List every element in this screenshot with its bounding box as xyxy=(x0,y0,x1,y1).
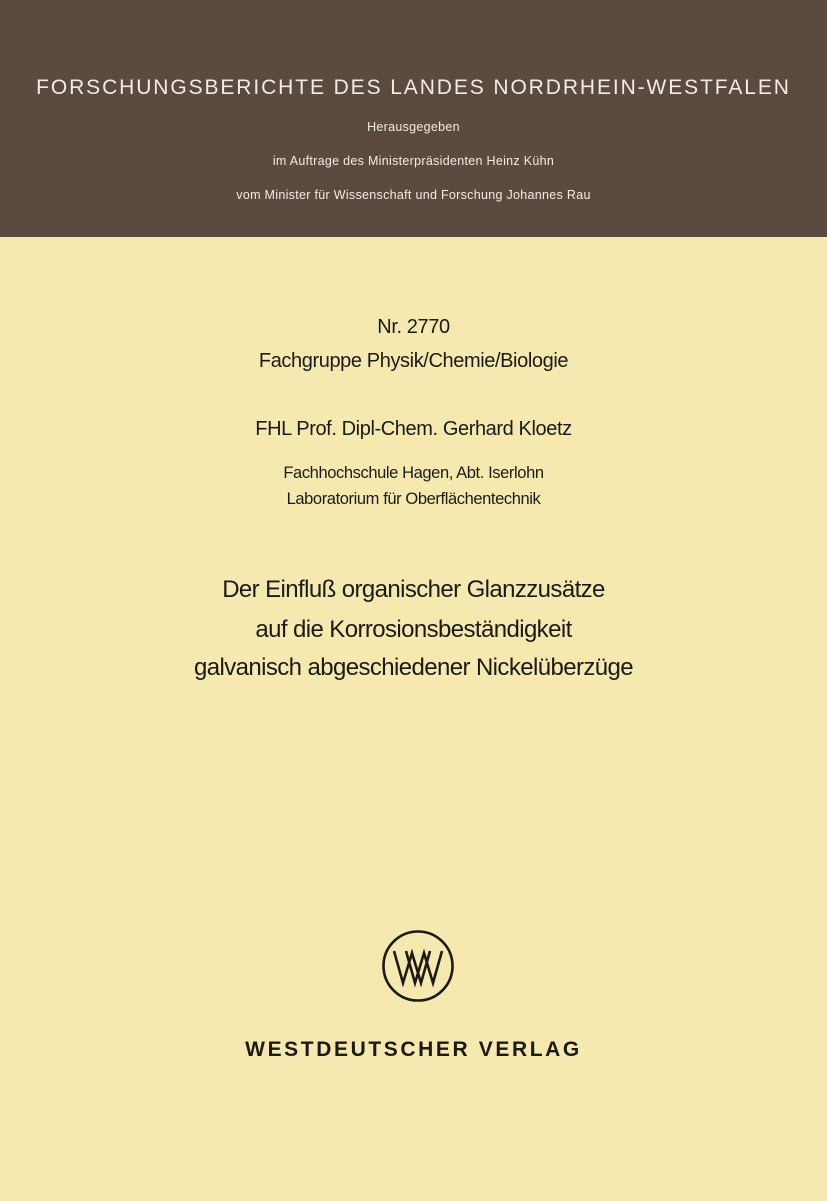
subject-group: Fachgruppe Physik/Chemie/Biologie xyxy=(258,350,569,372)
book-title-line-1: Der Einfluß organischer Glanzzusätze xyxy=(222,576,605,603)
book-title-line-2: auf die Korrosionsbeständigkeit xyxy=(255,616,572,643)
series-title: FORSCHUNGSBERICHTE DES LANDES NORDRHEIN-WESTFALEN xyxy=(36,76,791,99)
published-by-line: Herausgegeben xyxy=(367,120,460,134)
minister-line: vom Minister für Wissenschaft und Forschung Johannes Rau xyxy=(236,188,591,202)
book-title-line-3: galvanisch abgeschiedener Nickelüberzüge xyxy=(194,654,633,681)
publisher-name: WESTDEUTSCHER VERLAG xyxy=(245,1038,582,1061)
publisher-logo-icon xyxy=(381,929,455,1003)
commissioned-by-line: im Auftrage des Ministerpräsidenten Heinz Kühn xyxy=(272,154,555,168)
header-band xyxy=(0,0,827,237)
institution-line-1: Fachhochschule Hagen, Abt. Iserlohn xyxy=(283,464,544,482)
report-number: Nr. 2770 xyxy=(377,316,450,338)
institution-line-2: Laboratorium für Oberflächentechnik xyxy=(286,490,541,508)
author-name: FHL Prof. Dipl-Chem. Gerhard Kloetz xyxy=(255,418,572,440)
